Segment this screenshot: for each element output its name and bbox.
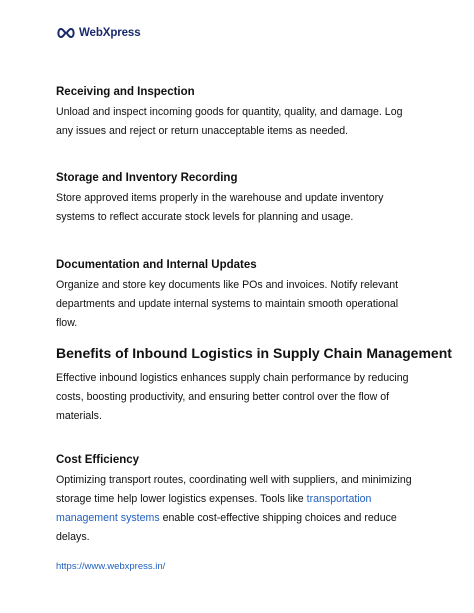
document-body — [56, 0, 452, 613]
section-body-receiving: Unload and inspect incoming goods for quantity, quality, and damage. Log any issues and reject or return unacceptable items as needed. — [56, 106, 403, 137]
section-body-documentation: Organize and store key documents like POs and invoices. Notify relevant departments and update internal systems to maintain smooth operational flow. — [56, 279, 399, 329]
section-heading-storage: Storage and Inventory Recording — [56, 172, 238, 184]
footer-website-link[interactable]: https://www.webxpress.in/ — [56, 561, 166, 572]
section-body-storage: Store approved items properly in the warehouse and update inventory systems to reflect accurate stock levels for planning and usage. — [56, 192, 384, 223]
benefits-intro: Effective inbound logistics enhances supply chain performance by reducing costs, boosting productivity, and ensuring better control over the flow of materials. — [56, 372, 409, 422]
transportation-management-link[interactable]: transportation management systems — [56, 493, 372, 524]
brand-name: WebXpress — [79, 27, 141, 39]
section-heading-documentation: Documentation and Internal Updates — [56, 259, 257, 271]
cost-efficiency-heading: Cost Efficiency — [56, 454, 140, 466]
cost-efficiency-body — [56, 471, 422, 547]
section-heading-receiving: Receiving and Inspection — [56, 86, 195, 98]
benefits-title: Benefits of Inbound Logistics in Supply Chain Management — [56, 345, 452, 361]
cost-efficiency-text-start: Optimizing transport routes, coordinating well with suppliers, and minimizing storage time help lower logistics expenses. Tools like — [56, 474, 412, 505]
cost-efficiency-text-end: enable cost-effective shipping choices and reduce delays. — [56, 512, 397, 543]
